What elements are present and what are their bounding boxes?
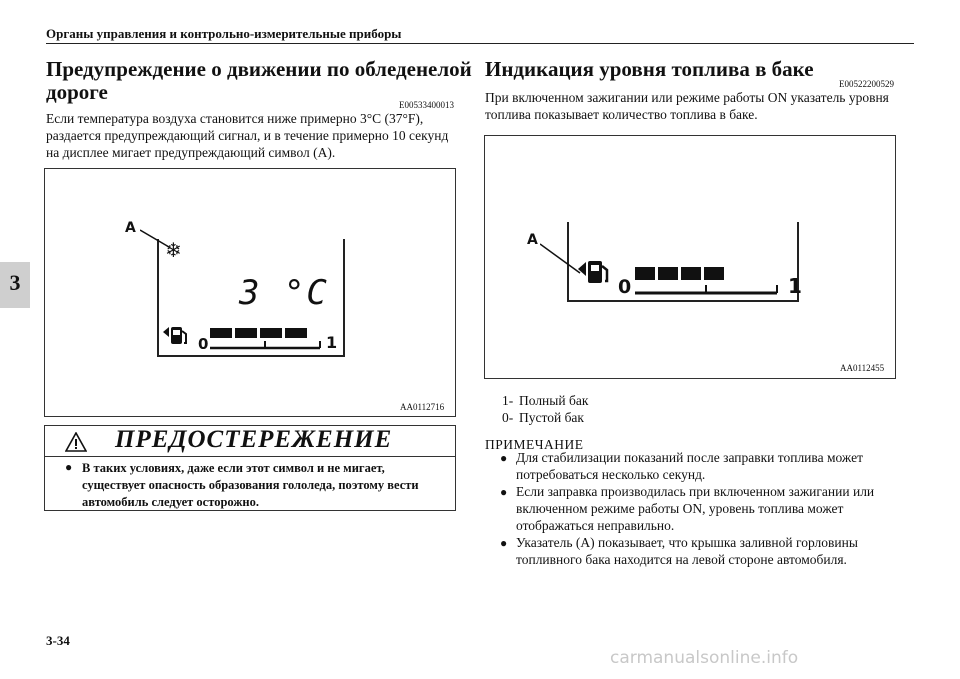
fuel-segment bbox=[210, 328, 232, 338]
fuel-segment bbox=[260, 328, 282, 338]
right-section-code: E00522200529 bbox=[839, 79, 894, 89]
note-text: Для стабилизации показаний после заправки топлива может bbox=[516, 450, 863, 465]
fuel-segment bbox=[285, 328, 307, 338]
callout-label: A bbox=[527, 232, 538, 248]
fuel-gauge-scale bbox=[635, 282, 785, 296]
temperature-readout: 3 °C bbox=[239, 273, 329, 313]
fuel-gauge-figure bbox=[484, 135, 896, 379]
callout-label: A bbox=[125, 220, 136, 236]
bullet-icon: ● bbox=[500, 485, 508, 499]
ice-warning-figure bbox=[44, 168, 456, 417]
snowflake-icon: ❄ bbox=[165, 240, 182, 262]
fuel-segment bbox=[635, 267, 655, 280]
gauge-full-label: 1 bbox=[326, 333, 338, 352]
legend-text: Полный бак bbox=[519, 393, 589, 408]
note-heading: ПРИМЕЧАНИЕ bbox=[485, 437, 584, 452]
left-text-line1: Если температура воздуха становится ниже примерно 3°C (37°F), bbox=[46, 111, 424, 126]
note-text: отображаться неправильно. bbox=[516, 518, 675, 533]
note-text: Указатель (A) показывает, что крышка заливной горловины bbox=[516, 535, 858, 550]
right-section-title: Индикация уровня топлива в баке bbox=[485, 57, 814, 81]
legend-key: 1- bbox=[502, 393, 514, 408]
fuel-pump-icon bbox=[163, 323, 191, 349]
watermark: carmanualsonline.info bbox=[610, 648, 799, 668]
fuel-segment bbox=[658, 267, 678, 280]
gauge-empty-label: 0 bbox=[618, 276, 632, 298]
fuel-segment bbox=[704, 267, 724, 280]
warning-text-line2: существует опасность образования гололеда, поэтому вести bbox=[82, 478, 419, 492]
fuel-segment bbox=[681, 267, 701, 280]
bullet-icon: ● bbox=[500, 451, 508, 465]
gauge-full-label: 1 bbox=[788, 274, 802, 298]
right-text-line1: При включенном зажигании или режиме работы ON указатель уровня bbox=[485, 90, 889, 105]
note-text: Если заправка производилась при включенном зажигании или bbox=[516, 484, 875, 499]
note-text: включенном режиме работы ON, уровень топлива может bbox=[516, 501, 844, 516]
bullet-icon: ● bbox=[500, 536, 508, 550]
chapter-number: 3 bbox=[9, 270, 21, 295]
left-text-line3: на дисплее мигает предупреждающий символ (A). bbox=[46, 145, 336, 160]
page-number: 3-34 bbox=[46, 633, 70, 648]
left-text-line2: раздается предупреждающий сигнал, и в течение примерно 10 секунд bbox=[46, 128, 449, 143]
left-section-title-line1: Предупреждение о движении по обледенелой bbox=[46, 57, 472, 81]
warning-box bbox=[44, 425, 456, 511]
header-rule bbox=[46, 43, 914, 44]
left-section-code: E00533400013 bbox=[399, 100, 454, 110]
legend-text: Пустой бак bbox=[519, 410, 584, 425]
fuel-gauge-scale bbox=[210, 339, 325, 351]
fuel-segment bbox=[235, 328, 257, 338]
right-text-line2: топлива показывает количество топлива в баке. bbox=[485, 107, 758, 122]
warning-title: ПРЕДОСТЕРЕЖЕНИЕ bbox=[115, 426, 393, 453]
warning-triangle-icon bbox=[65, 432, 87, 452]
gauge-empty-label: 0 bbox=[198, 335, 209, 353]
figure-code: AA0112716 bbox=[400, 402, 445, 412]
running-header: Органы управления и контрольно-измерительные приборы bbox=[46, 26, 402, 41]
note-text: топливного бака находится на левой стороне автомобиля. bbox=[516, 552, 847, 567]
bullet-icon: ● bbox=[65, 460, 73, 474]
warning-header bbox=[45, 426, 455, 457]
warning-text-line1: В таких условиях, даже если этот символ и не мигает, bbox=[82, 461, 385, 475]
legend-key: 0- bbox=[502, 410, 514, 425]
fuel-pump-icon bbox=[578, 256, 612, 288]
warning-text-line3: автомобиль следует осторожно. bbox=[82, 495, 259, 509]
left-section-title-line2: дороге bbox=[46, 80, 108, 104]
figure-code: AA0112455 bbox=[840, 363, 885, 373]
note-text: потребоваться несколько секунд. bbox=[516, 467, 706, 482]
